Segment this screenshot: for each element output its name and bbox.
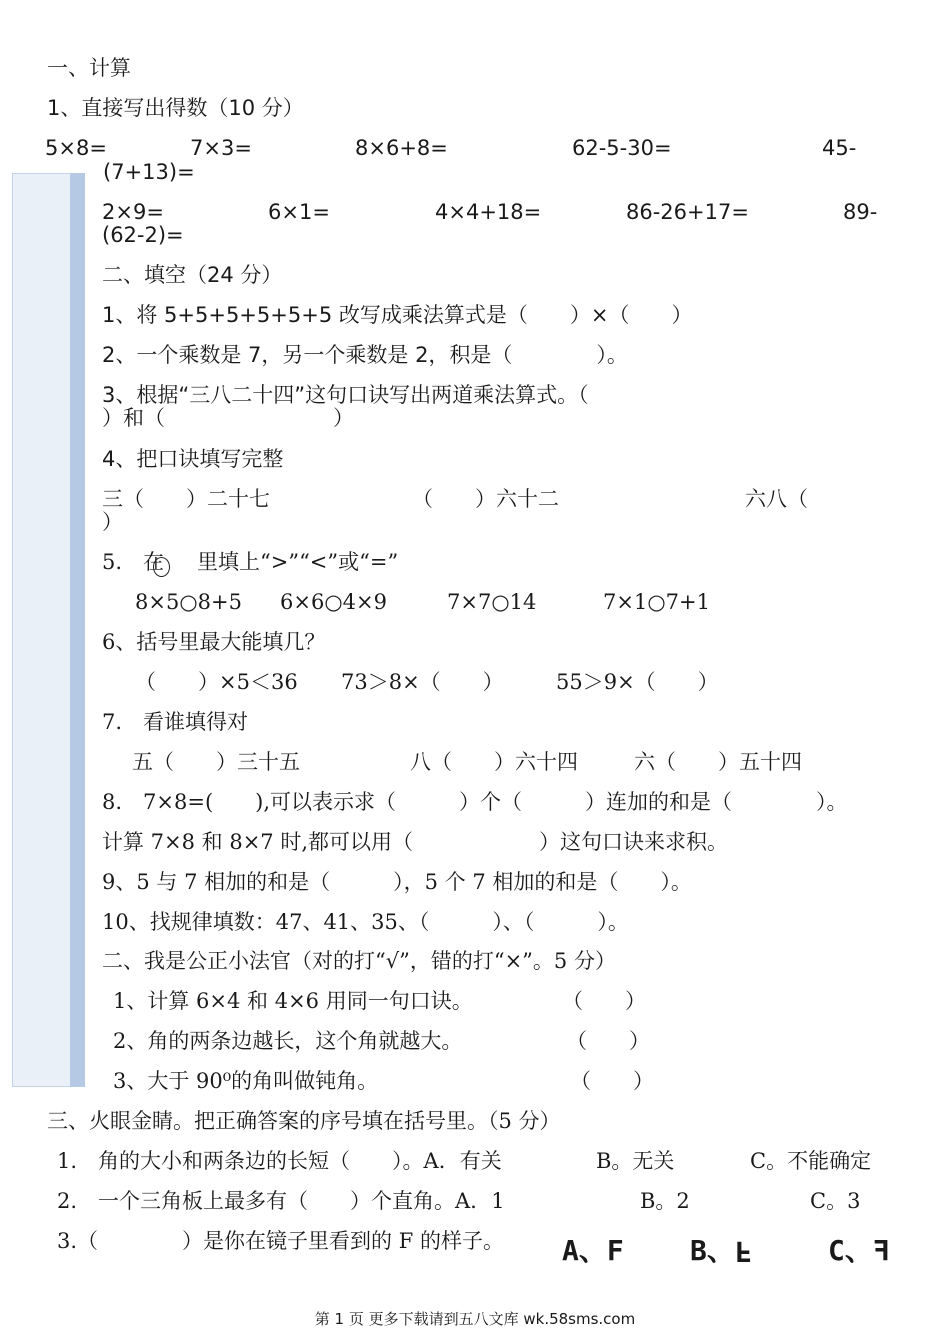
- question-text: 9、5 与 7 相加的和是（ ），5 个 7 相加的和是（ ）。: [102, 870, 692, 894]
- math-item: 4×4+18=: [435, 200, 542, 224]
- letter-f-mirrored-icon: F: [872, 1234, 890, 1267]
- section-title-fill: 二、填空（24 分）: [102, 263, 283, 287]
- judge-blank: （ ）: [566, 1029, 650, 1053]
- math-item: 5×8=: [45, 136, 107, 160]
- question-text: 5. 在: [102, 550, 165, 574]
- formula-item: （ ）六十二: [412, 487, 559, 511]
- inequality-item: （ ）×5＜36: [135, 670, 298, 694]
- letter-f-flipped-icon: F: [734, 1235, 752, 1268]
- formula-item: 六（ ）五十四: [634, 750, 802, 774]
- question-text: 2、一个乘数是 7，另一个乘数是 2，积是（ ）。: [102, 343, 628, 367]
- compare-item: 7×7○14: [447, 590, 537, 614]
- question-text: 里填上“>”“<”或“=”: [197, 550, 399, 574]
- section-title-judge: 二、我是公正小法官（对的打“√”，错的打“×”。5 分）: [102, 949, 616, 973]
- math-item: 89-: [843, 200, 878, 224]
- formula-item: 三（ ）二十七: [102, 487, 270, 511]
- judge-item: 1、计算 6×4 和 4×6 用同一句口诀。: [113, 989, 473, 1013]
- math-item-wrap: (62-2)=: [102, 223, 184, 247]
- judge-blank: （ ）: [562, 989, 646, 1013]
- page-footer: 第 1 页 更多下载请到五八文库 wk.58sms.com: [314, 1310, 636, 1328]
- judge-item: 2、角的两条边越长，这个角就越大。: [113, 1029, 463, 1053]
- choice-question: 2. 一个三角板上最多有（ ）个直角。A．1: [57, 1189, 505, 1213]
- compare-item: 8×5○8+5: [135, 590, 242, 614]
- question-text: 10、找规律填数：47、41、35、（ ）、（ ）。: [102, 910, 629, 934]
- formula-item: 八（ ）六十四: [410, 750, 578, 774]
- math-item: 6×1=: [268, 200, 330, 224]
- choice-question: 3.（ ）是你在镜子里看到的 F 的样子。: [57, 1229, 504, 1253]
- math-item: 62-5-30=: [572, 136, 672, 160]
- option-label: C、: [828, 1234, 873, 1267]
- mirror-option-a: [562, 1236, 624, 1266]
- inequality-item: 73＞8×（ ）: [341, 670, 504, 694]
- letter-f-icon: F: [606, 1234, 624, 1267]
- mirror-option-b: [690, 1236, 752, 1266]
- option-label: A、: [562, 1234, 607, 1267]
- sidebar-stripe: [70, 173, 85, 1087]
- math-item: 2×9=: [102, 200, 164, 224]
- choice-option: B。无关: [596, 1149, 675, 1173]
- compare-item: 7×1○7+1: [603, 590, 710, 614]
- question-text: 4、把口诀填写完整: [102, 447, 284, 471]
- question-text: ）和（ ）: [102, 406, 354, 430]
- choice-option: B。2: [640, 1189, 690, 1213]
- question-text: 1、将 5+5+5+5+5+5 改写成乘法算式是（ ）×（ ）: [102, 303, 693, 327]
- math-item-wrap: (7+13)=: [103, 160, 195, 184]
- section-title-calculation: 一、计算: [47, 56, 131, 80]
- math-item: 86-26+17=: [626, 200, 749, 224]
- judge-blank: （ ）: [570, 1069, 654, 1093]
- question-text: 7. 看谁填得对: [102, 710, 249, 734]
- question-text: 8. 7×8=( ),可以表示求（ ）个（ ）连加的和是（ ）。: [102, 790, 848, 814]
- choice-question: 1. 角的大小和两条边的长短（ ）。A．有关: [57, 1149, 502, 1173]
- option-label: B、: [690, 1234, 735, 1267]
- mirror-option-c: [828, 1236, 890, 1266]
- compare-item: 6×6○4×9: [280, 590, 387, 614]
- math-item: 45-: [822, 136, 857, 160]
- judge-item: 3、大于 90⁰的角叫做钝角。: [113, 1069, 379, 1093]
- formula-item-wrap: ）: [102, 510, 123, 534]
- section-title-choice: 三、火眼金睛。把正确答案的序号填在括号里。（5 分）: [47, 1109, 561, 1133]
- question-text: 计算 7×8 和 8×7 时,都可以用（ ）这句口诀来求积。: [102, 830, 729, 854]
- math-item: 7×3=: [190, 136, 252, 160]
- formula-item: 五（ ）三十五: [132, 750, 300, 774]
- inequality-item: 55＞9×（ ）: [556, 670, 719, 694]
- circle-icon: [153, 557, 170, 577]
- question-text: 6、括号里最大能填几？: [102, 630, 326, 654]
- choice-option: C。3: [810, 1189, 861, 1213]
- formula-item: 六八（: [745, 487, 808, 511]
- choice-option: C。不能确定: [750, 1149, 872, 1173]
- math-item: 8×6+8=: [355, 136, 448, 160]
- question-title: 1、直接写出得数（10 分）: [47, 96, 304, 120]
- question-text: 3、根据“三八二十四”这句口诀写出两道乘法算式。（: [102, 383, 589, 407]
